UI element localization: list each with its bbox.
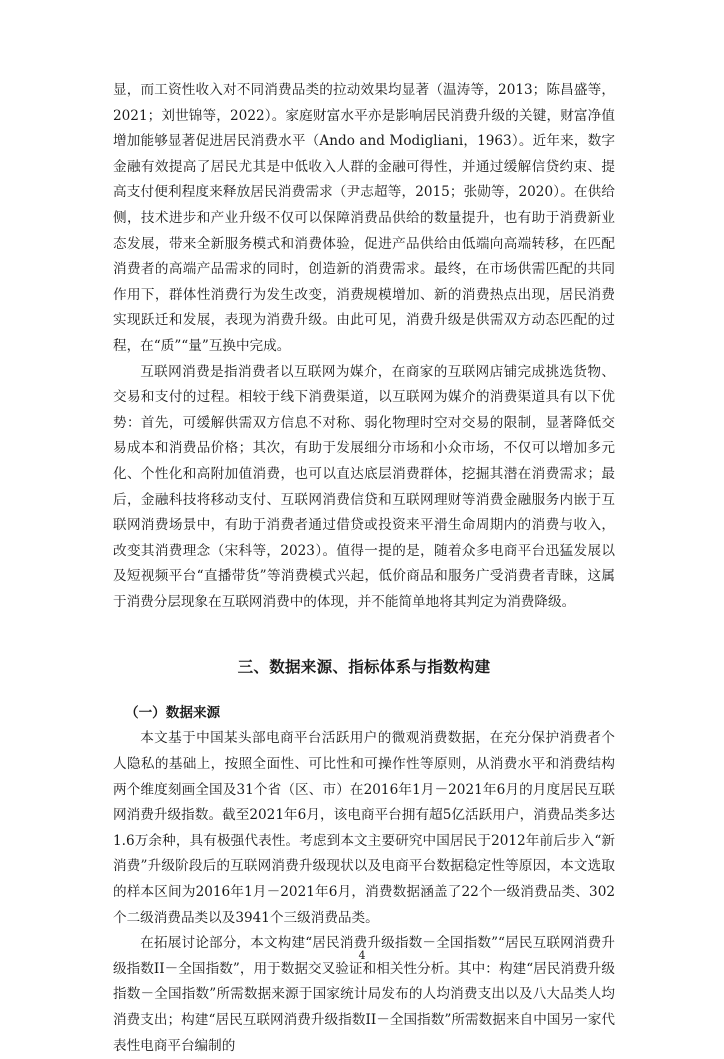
paragraph-data-source: 本文基于中国某头部电商平台活跃用户的微观消费数据，在充分保护消费者个人隐私的基础上，按照全面性、可比性和可操作性等原则，从消费水平和消费结构两个维度刻画全国及31个省（区、市）在2016年1月－2021年6月的月度居民互联网消费升级指数。截至2021年6月，该电商平台拥有超5亿活跃用户，消费品类多达1.6万余种，具有极强代表性。考虑到本文主要研究中国居民于2012年前后步入“新消费”升级阶段后的互联网消费升级现状以及电商平台数据稳定性等原因，本文选取的样本区间为2016年1月－2021年6月，消费数据涵盖了22个一级消费品类、302个二级消费品类以及3941个三级消费品类。 <box>113 730 615 926</box>
paragraph-internet-consumption: 互联网消费是指消费者以互联网为媒介，在商家的互联网店铺完成挑选货物、交易和支付的过程。相较于线下消费渠道，以互联网为媒介的消费渠道具有以下优势：首先，可缓解供需双方信息不对称、弱化物理时空对交易的限制，显著降低交易成本和消费品价格；其次，有助于发展细分市场和小众市场，不仅可以增加多元化、个性化和高附加值消费，也可以直达底层消费群体，挖掘其潜在消费需求；最后，金融科技将移动支付、互联网消费信贷和互联网理财等消费金融服务内嵌于互联网消费场景中，有助于消费者通过借贷或投资来平滑生命周期内的消费与收入，改变其消费理念（宋科等，2023）。值得一提的是，随着众多电商平台迅猛发展以及短视频平台“直播带货”等消费模式兴起，低价商品和服务广受消费者青睐，这属于消费分层现象在互联网消费中的体现，并不能简单地将其判定为消费降级。 <box>113 363 615 610</box>
page-number: 4 <box>358 949 366 962</box>
section-heading: 三、数据来源、指标体系与指数构建 <box>237 658 491 677</box>
paragraph-consumption-drivers: 显，而工资性收入对不同消费品类的拉动效果均显著（温涛等，2013；陈昌盛等，2021；刘世锦等，2022）。家庭财富水平亦是影响居民消费升级的关键，财富净值增加能够显著促进居民消费水平（Ando and Modigliani，1963）。近年来，数字金融有效提高了居民尤其是中低收入人群的金融可得性，并通过缓解信贷约束、提高支付便利程度来释放居民消费需求（尹志超等，2015；张勋等，2020）。在供给侧，技术进步和产业升级不仅可以保障消费品供给的数量提升，也有助于消费新业态发展，带来全新服务模式和消费体验，促进产品供给由低端向高端转移，在匹配消费者的高端产品需求的同时，创造新的消费需求。最终，在市场供需匹配的共同作用下，群体性消费行为发生改变，消费规模增加、新的消费热点出现，居民消费实现跃迁和发展，表现为消费升级。由此可见，消费升级是供需双方动态匹配的过程，在“质”“量”互换中完成。 <box>113 82 615 354</box>
subsection-heading: （一）数据来源 <box>125 705 221 722</box>
page-body <box>113 78 615 1059</box>
paragraph-extended-discussion: 在拓展讨论部分，本文构建“居民消费升级指数－全国指数”“居民互联网消费升级指数II－全国指数”，用于数据交叉验证和相关性分析。其中：构建“居民消费升级指数－全国指数”所需数据来源于国家统计局发布的人均消费支出以及八大品类人均消费支出；构建“居民互联网消费升级指数II－全国指数”所需数据来自中国另一家代表性电商平台编制的 <box>113 935 615 1054</box>
